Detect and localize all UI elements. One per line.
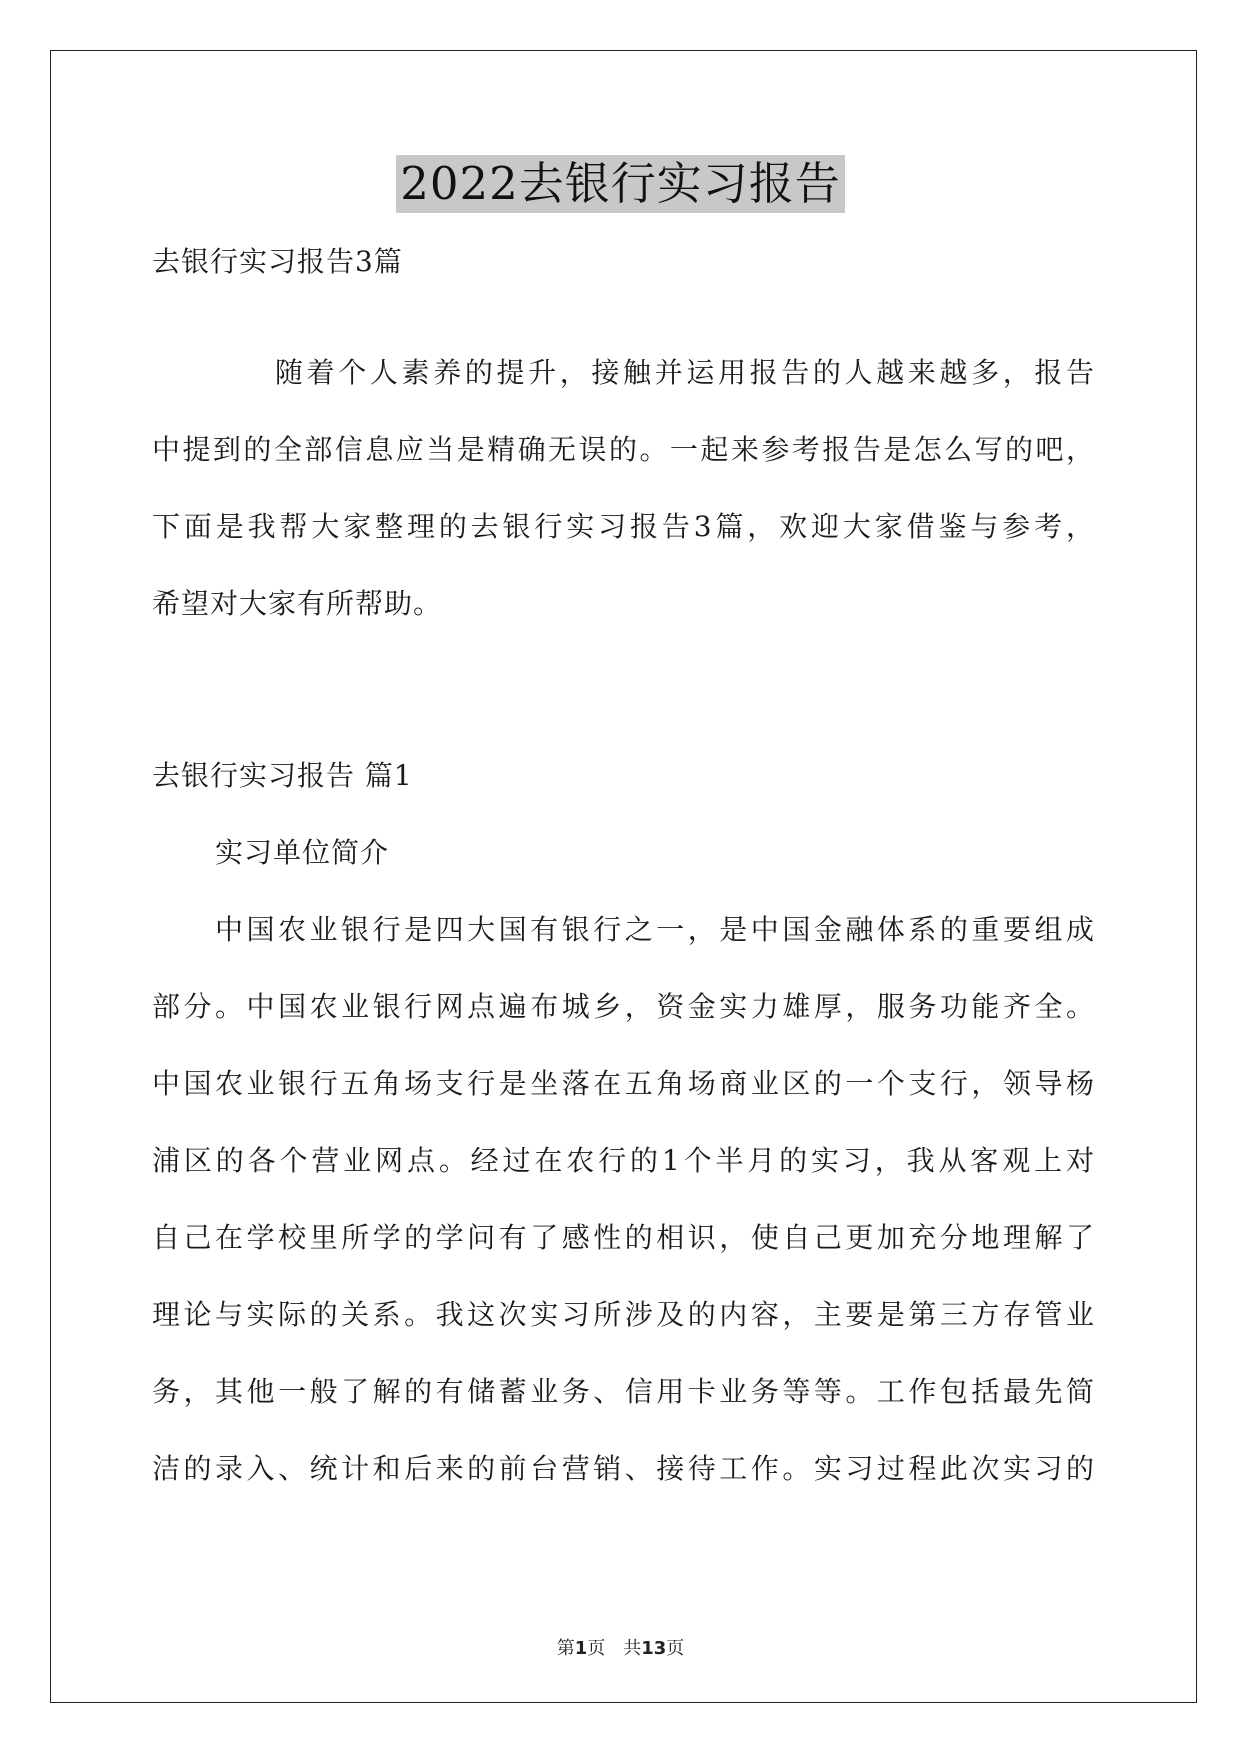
paragraph-line: 随着个人素养的提升，接触并运用报告的人越来越多，报告 (275, 356, 1095, 389)
paragraph-line: 下面是我帮大家整理的去银行实习报告3篇，欢迎大家借鉴与参考， (152, 510, 1095, 543)
paragraph-line: 务，其他一般了解的有储蓄业务、信用卡业务等等。工作包括最先简 (152, 1375, 1095, 1408)
footer-current-page: 1 (574, 1638, 588, 1659)
title-container (0, 155, 1241, 213)
page-footer (0, 1637, 1241, 1661)
footer-label-mid: 页 共 (587, 1638, 642, 1659)
subsection-heading: 实习单位简介 (215, 836, 390, 869)
paragraph-line: 中国农业银行五角场支行是坐落在五角场商业区的一个支行，领导杨 (152, 1067, 1095, 1100)
paragraph-line: 希望对大家有所帮助。 (152, 587, 443, 620)
paragraph-line: 理论与实际的关系。我这次实习所涉及的内容，主要是第三方存管业 (152, 1298, 1095, 1331)
paragraph-line: 洁的录入、统计和后来的前台营销、接待工作。实习过程此次实习的 (152, 1452, 1095, 1485)
paragraph-line: 中国农业银行是四大国有银行之一，是中国金融体系的重要组成 (215, 913, 1095, 946)
paragraph-line: 自己在学校里所学的学问有了感性的相识，使自己更加充分地理解了 (152, 1221, 1095, 1254)
paragraph-line: 部分。中国农业银行网点遍布城乡，资金实力雄厚，服务功能齐全。 (152, 990, 1095, 1023)
subtitle-line: 去银行实习报告3篇 (152, 245, 403, 278)
paragraph-line: 中提到的全部信息应当是精确无误的。一起来参考报告是怎么写的吧， (152, 433, 1095, 466)
document-title: 2022去银行实习报告 (396, 155, 845, 213)
paragraph-line: 浦区的各个营业网点。经过在农行的1个半月的实习，我从客观上对 (152, 1144, 1095, 1177)
footer-label-after: 页 (666, 1638, 685, 1659)
section-heading: 去银行实习报告 篇1 (152, 759, 413, 792)
footer-total-pages: 13 (641, 1638, 667, 1659)
footer-label-before: 第 (556, 1638, 575, 1659)
